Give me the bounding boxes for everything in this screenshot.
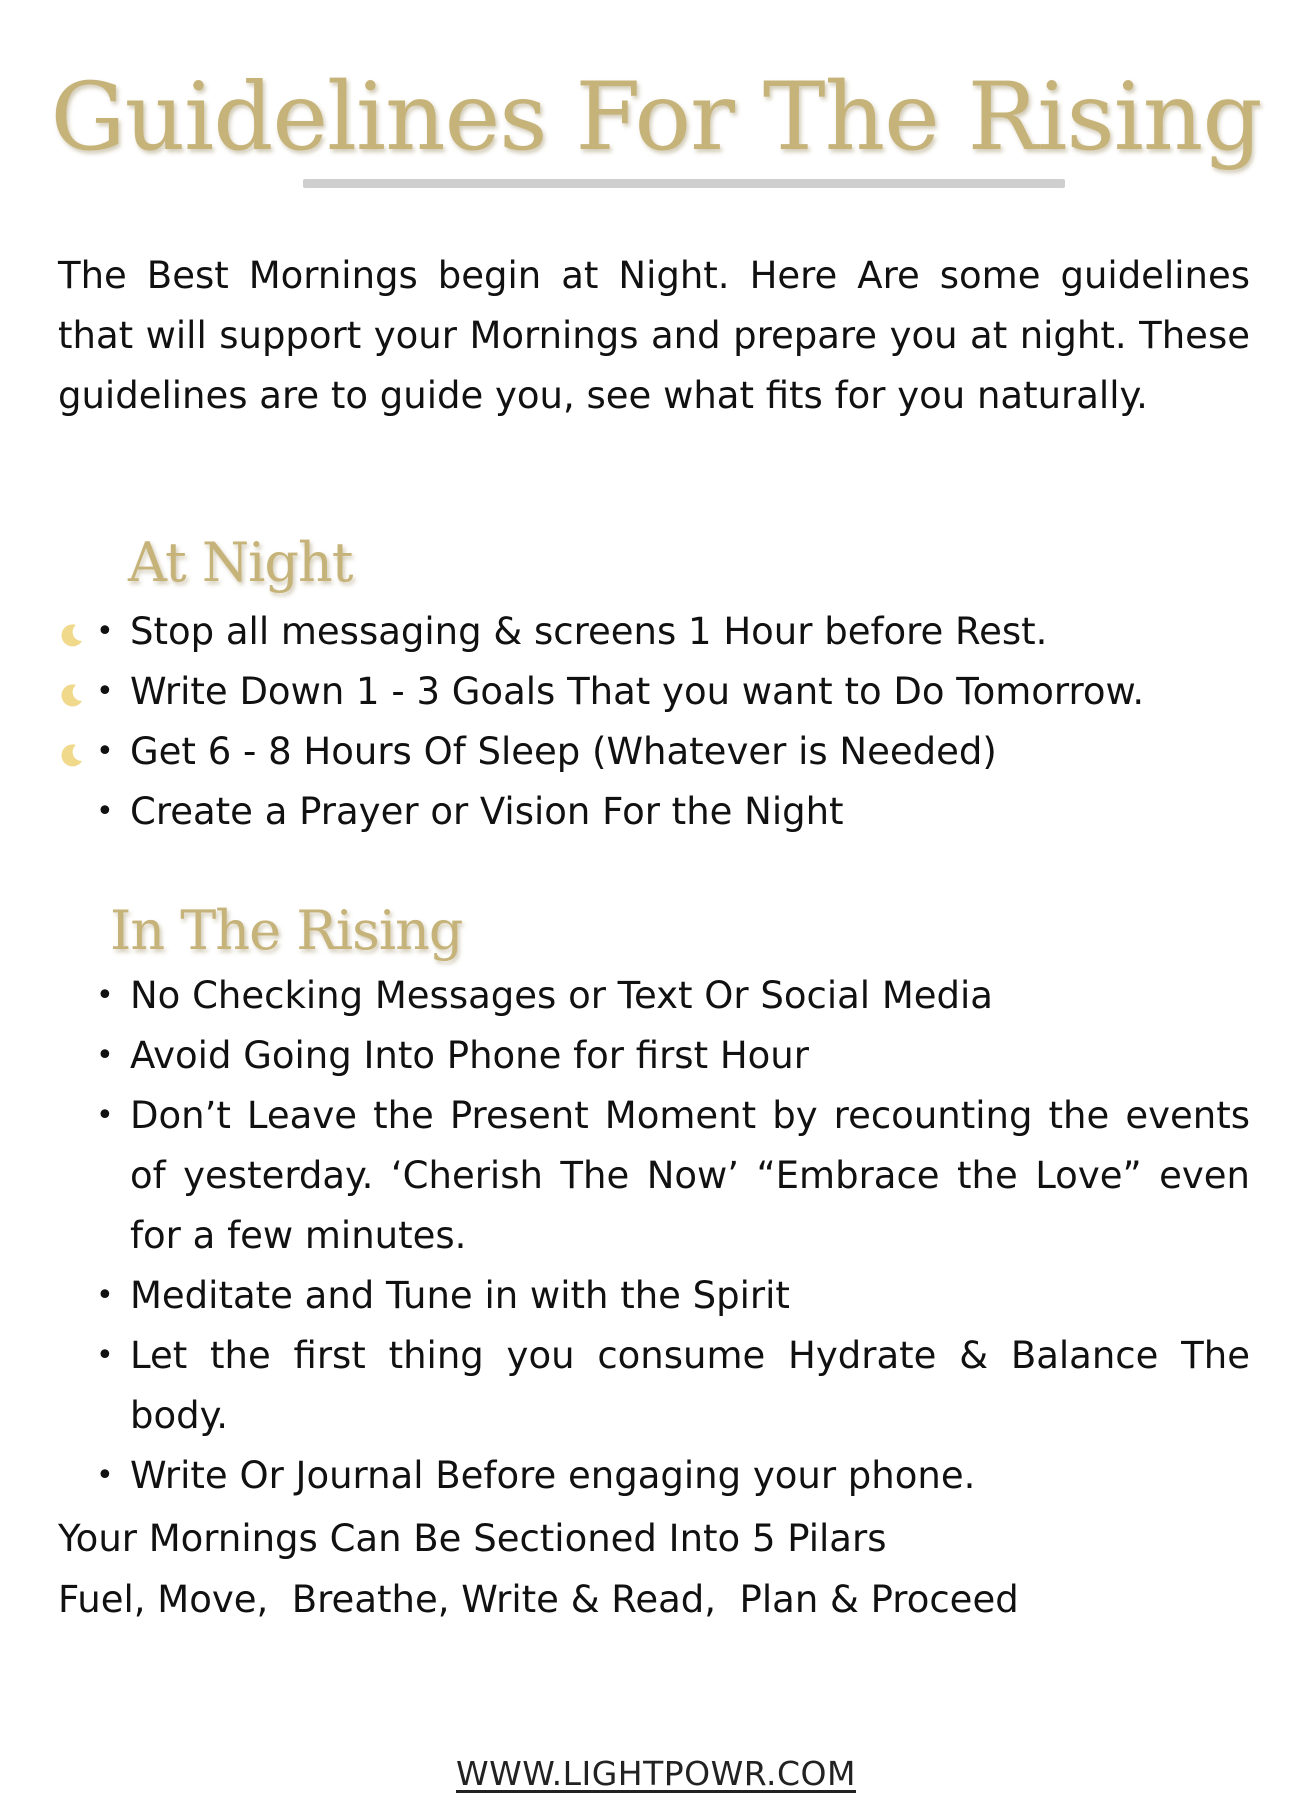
at-night-list: [0, 602, 1312, 842]
bullet-icon: •: [96, 1278, 114, 1313]
list-item-text: Let the first thing you consume Hydrate & Balance The body.: [130, 1334, 1250, 1437]
moon-icon: [58, 742, 84, 768]
list-item-text: Write Or Journal Before engaging your phone.: [130, 1454, 976, 1497]
moon-icon: [58, 622, 84, 648]
bullet-icon: •: [96, 1338, 114, 1373]
rising-item-3: [0, 1086, 1312, 1266]
night-item-2: [0, 662, 1312, 722]
in-the-rising-heading: In The Rising: [110, 899, 463, 962]
list-item-text: Create a Prayer or Vision For the Night: [130, 790, 844, 833]
pillars-block: [58, 1508, 1019, 1630]
bullet-icon: •: [96, 1458, 114, 1493]
rising-item-6: [0, 1446, 1312, 1506]
page-title: Guidelines For The Rising: [50, 63, 1262, 172]
list-item-text: No Checking Messages or Text Or Social Media: [130, 974, 993, 1017]
bullet-icon: •: [96, 978, 114, 1013]
pillars-intro: Your Mornings Can Be Sectioned Into 5 Pilars: [58, 1517, 887, 1560]
night-item-4: [0, 782, 1312, 842]
in-the-rising-list: [0, 966, 1312, 1506]
list-item-text: Get 6 - 8 Hours Of Sleep (Whatever is Needed): [130, 730, 997, 773]
moon-icon: [58, 682, 84, 708]
bullet-icon: •: [96, 1038, 114, 1073]
night-item-1: [0, 602, 1312, 662]
intro-paragraph: The Best Mornings begin at Night. Here Are some guidelines that will support your Mornings and prepare you at night. These guidelines are to guide you, see what fits for you naturally.: [58, 254, 1250, 417]
website-link[interactable]: WWW.LIGHTPOWR.COM: [456, 1754, 856, 1793]
title-divider: [303, 179, 1065, 188]
list-item-text: Write Down 1 - 3 Goals That you want to Do Tomorrow.: [130, 670, 1145, 713]
list-item-text: Avoid Going Into Phone for first Hour: [130, 1034, 809, 1077]
bullet-icon: •: [96, 614, 114, 649]
rising-item-1: [0, 966, 1312, 1026]
rising-item-4: [0, 1266, 1312, 1326]
rising-item-2: [0, 1026, 1312, 1086]
rising-item-5: [0, 1326, 1312, 1446]
bullet-icon: •: [96, 794, 114, 829]
at-night-heading: At Night: [128, 531, 353, 594]
list-item-text: Meditate and Tune in with the Spirit: [130, 1274, 790, 1317]
bullet-icon: •: [96, 674, 114, 709]
bullet-icon: •: [96, 734, 114, 769]
bullet-icon: •: [96, 1098, 114, 1133]
pillars-list: Fuel, Move, Breathe, Write & Read, Plan & Proceed: [58, 1578, 1019, 1621]
night-item-3: [0, 722, 1312, 782]
list-item-text: Stop all messaging & screens 1 Hour before Rest.: [130, 610, 1048, 653]
list-item-text: Don’t Leave the Present Moment by recounting the events of yesterday. ‘Cherish The Now’ “Embrace the Love” even for a few minutes.: [130, 1094, 1250, 1257]
